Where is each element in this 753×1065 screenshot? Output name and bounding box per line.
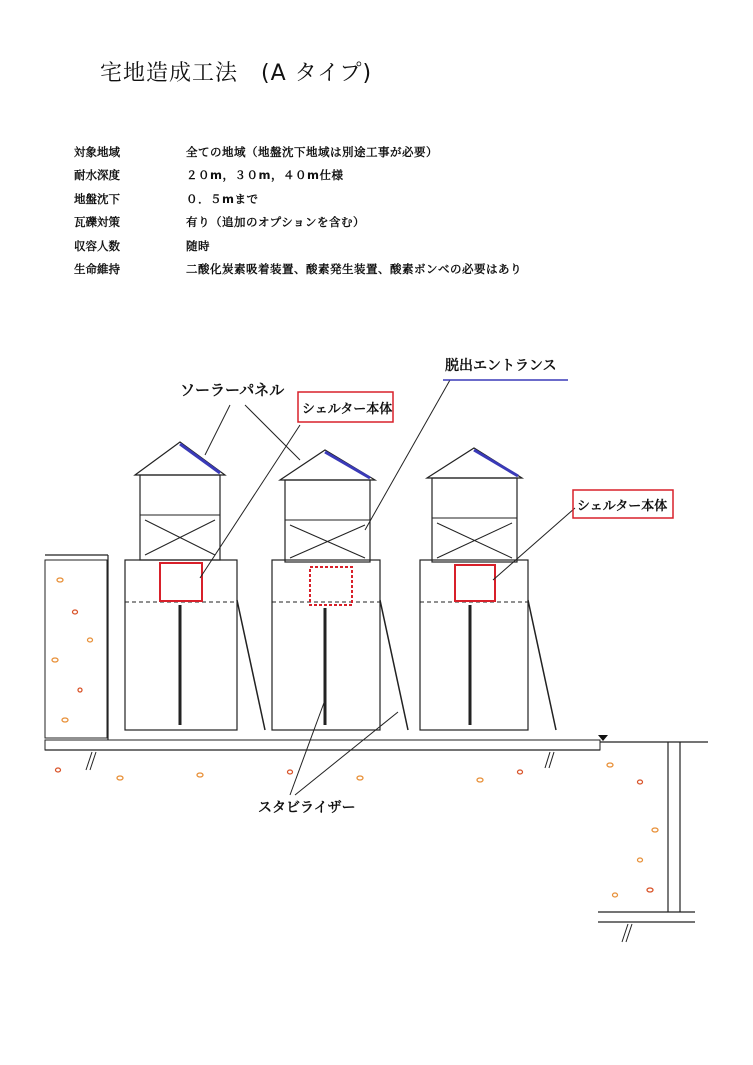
spec-label: 地盤沈下 — [74, 191, 120, 206]
exit-entrance-label: 脱出エントランス — [445, 358, 557, 374]
page-title: 宅地造成工法 (A タイプ) — [100, 61, 373, 86]
shelter-unit-3 — [420, 448, 556, 730]
spec-value: ０．５mまで — [186, 191, 259, 206]
solar-panel-label: ソーラーパネル — [180, 381, 285, 399]
spec-label: 耐水深度 — [74, 168, 120, 183]
shelter-label-1: シェルター本体 — [302, 402, 393, 417]
soil-layer — [45, 555, 708, 942]
shelter-label-2: シェルター本体 — [577, 499, 668, 514]
spec-label: 収容人数 — [74, 238, 120, 253]
leader-lines — [200, 380, 575, 795]
spec-value: 二酸化炭素吸着装置、酸素発生装置、酸素ボンベの必要はあり — [186, 262, 522, 277]
spec-value: ２０m，３０m，４０m仕様 — [186, 168, 344, 183]
spec-label: 瓦礫対策 — [74, 215, 120, 230]
spec-label: 生命維持 — [74, 262, 120, 277]
shelter-unit-2 — [272, 450, 408, 730]
shelter-unit-1 — [125, 442, 265, 730]
stabilizer-label: スタビライザー — [258, 800, 356, 816]
spec-label: 対象地域 — [74, 144, 120, 159]
spec-value: 有り（追加のオプションを含む） — [186, 215, 365, 230]
spec-value: 全ての地域（地盤沈下地域は別途工事が必要） — [186, 144, 438, 159]
spec-value: 随時 — [186, 238, 210, 253]
